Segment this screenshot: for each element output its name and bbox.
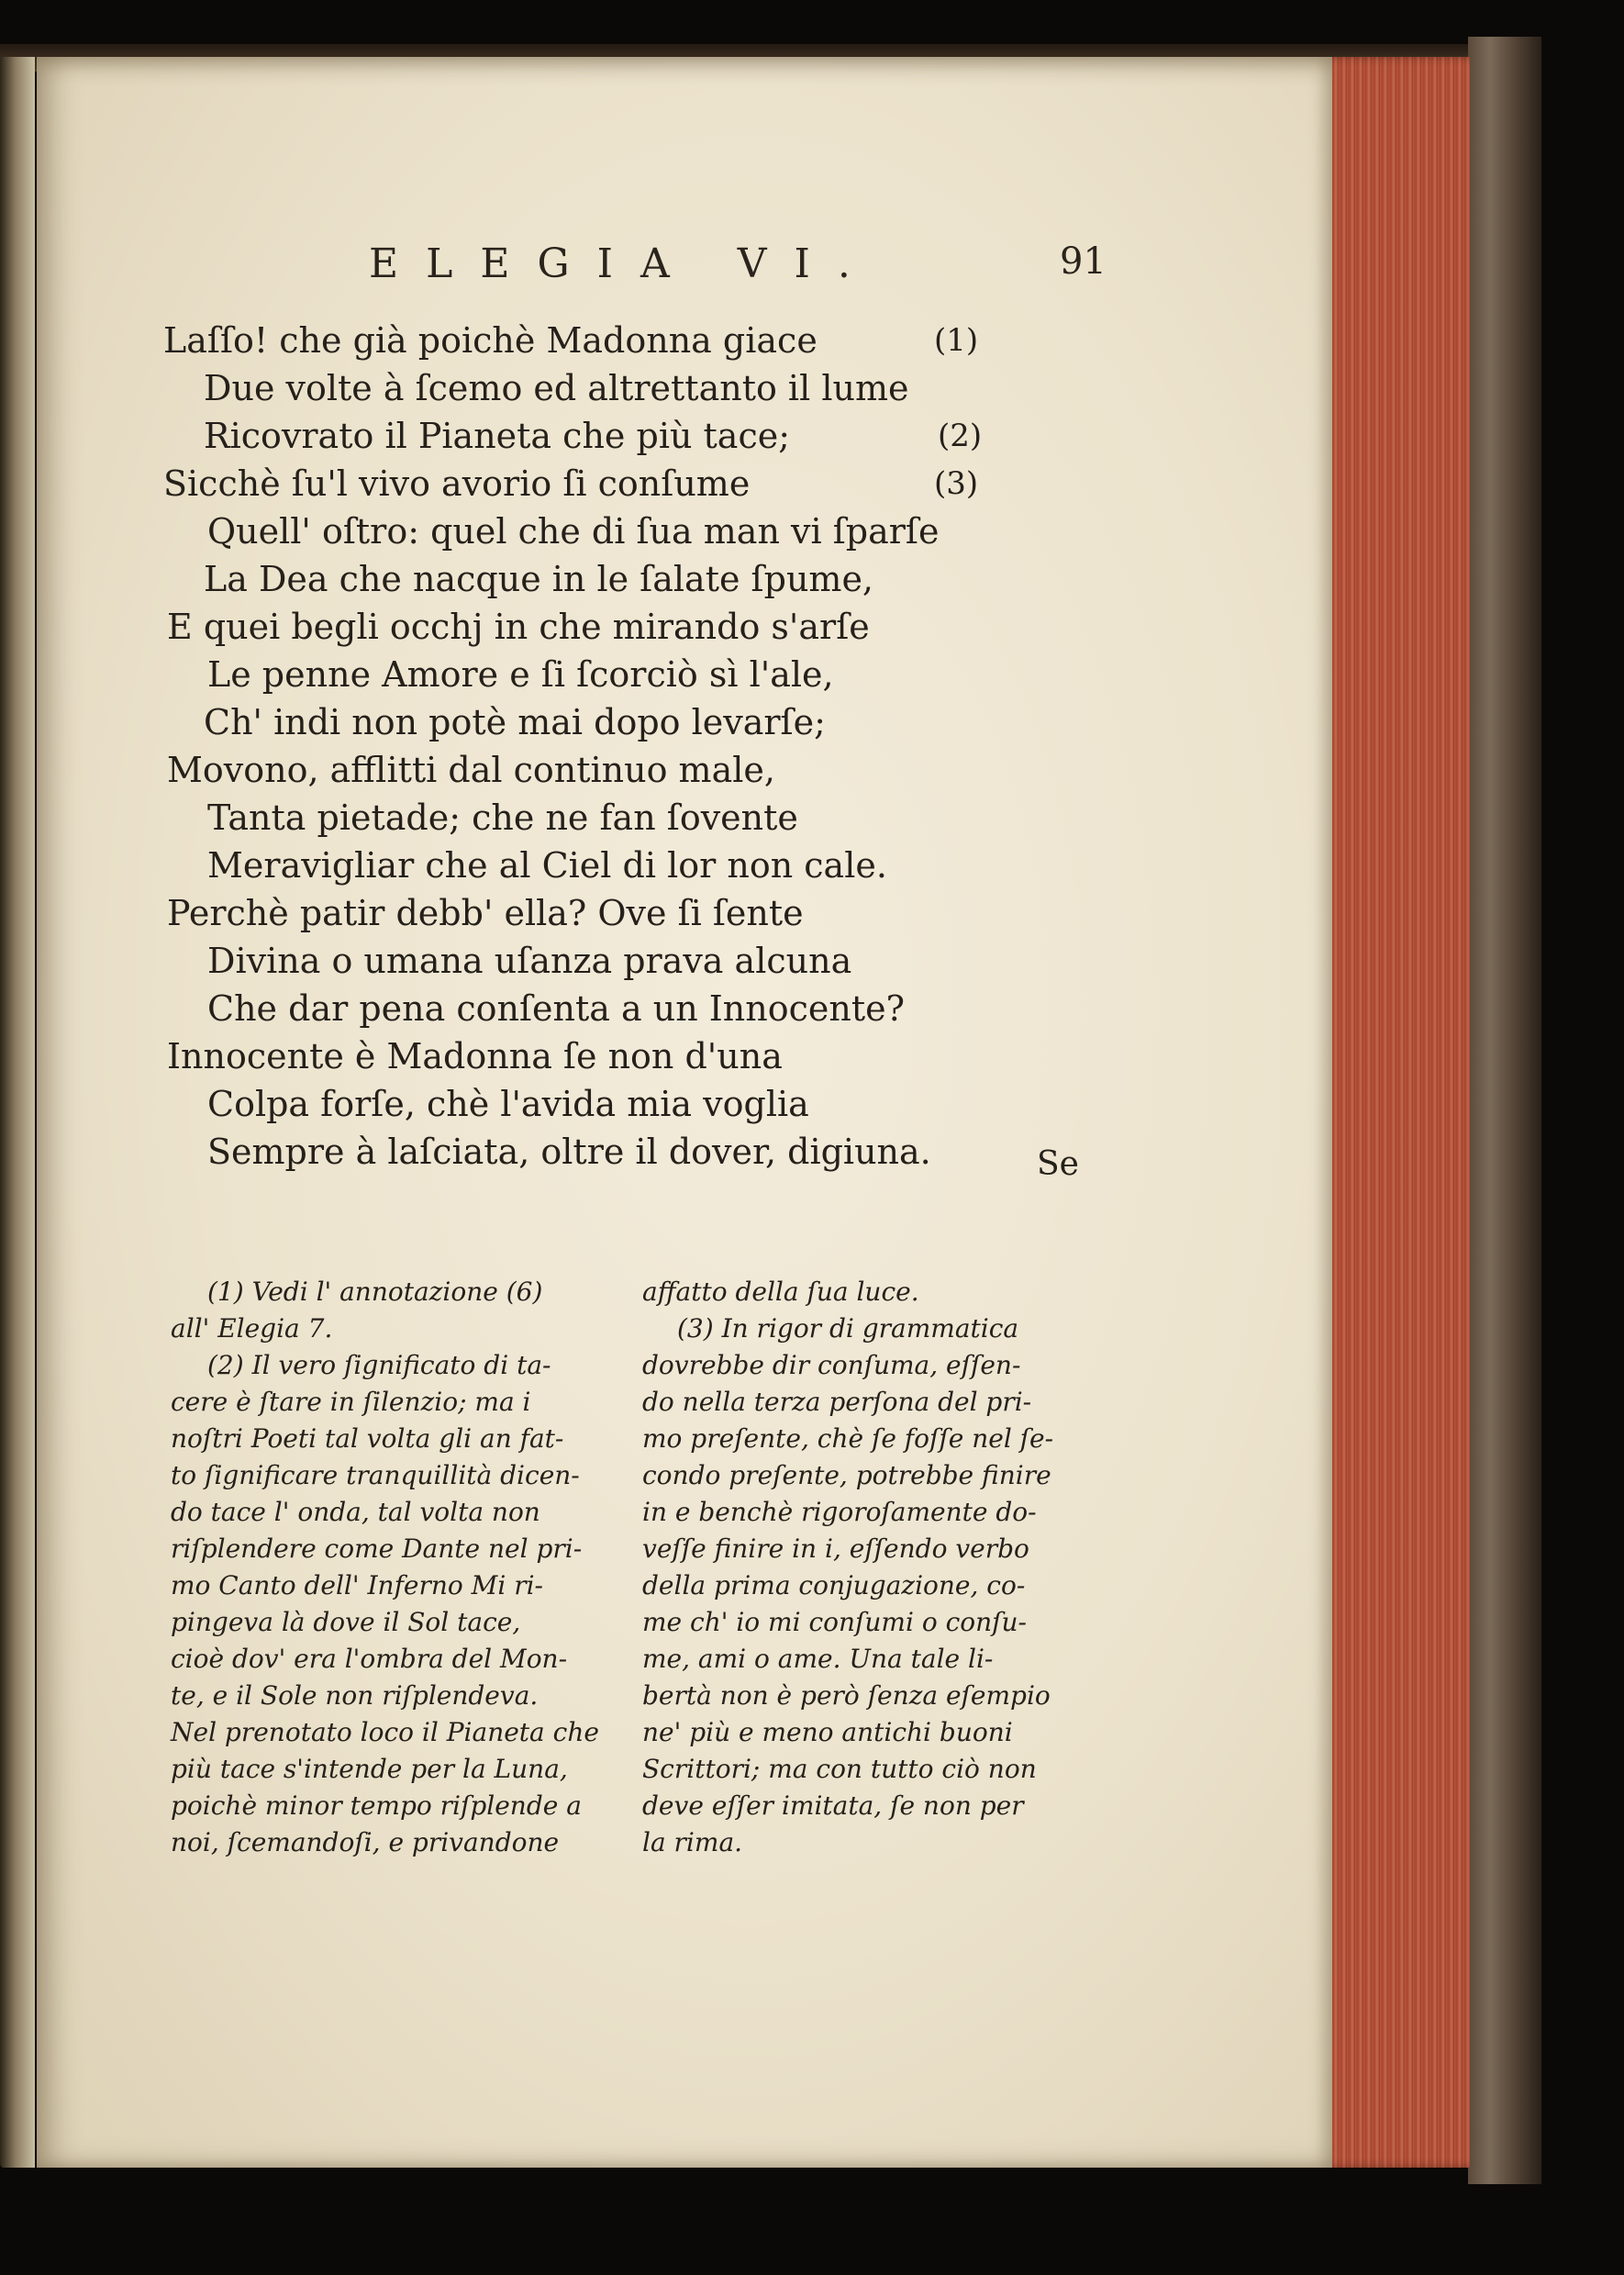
verse-line: Sicchè ſu'l vivo avorio ſi conſume bbox=[163, 463, 751, 504]
page-title: ELEGIA VI. bbox=[369, 240, 878, 287]
verse-line: Laſſo! che già poichè Madonna giace bbox=[163, 320, 818, 361]
note-marker: (1) bbox=[934, 322, 979, 359]
running-header bbox=[0, 240, 1624, 296]
footnote-line: riſplendere come Dante nel pri- bbox=[171, 1533, 583, 1564]
facing-page-edge bbox=[0, 57, 35, 2168]
page-edges bbox=[1314, 57, 1470, 2168]
footnote-line: cioè dov' era l'ombra del Mon- bbox=[171, 1644, 568, 1674]
footnote-line: bertà non è però ſenza eſempio bbox=[642, 1680, 1051, 1711]
footnote-line: (3) In rigor di grammatica bbox=[677, 1313, 1019, 1344]
verse-line: Le penne Amore e ſi ſcorciò sì l'ale, bbox=[207, 654, 834, 695]
footnote-line: affatto della ſua luce. bbox=[642, 1277, 919, 1307]
verse-line: La Dea che nacque in le ſalate ſpume, bbox=[204, 559, 874, 599]
footnote-line: (1) Vedi l' annotazione (6) bbox=[207, 1277, 543, 1307]
footnote-line: noſtri Poeti tal volta gli an fat- bbox=[171, 1423, 564, 1454]
verse-line: Ch' indi non potè mai dopo levarſe; bbox=[204, 702, 826, 742]
footnote-line: do nella terza perſona del pri- bbox=[642, 1387, 1032, 1417]
footnote-line: te, e il Sole non riſplendeva. bbox=[171, 1680, 539, 1711]
footnote-line: mo Canto dell' Inferno Mi ri- bbox=[171, 1570, 543, 1600]
verse-line: Ricovrato il Pianeta che più tace; bbox=[204, 416, 791, 456]
footnote-line: mo preſente, chè ſe foſſe nel ſe- bbox=[642, 1423, 1054, 1454]
footnote-line: Scrittori; ma con tutto ciò non bbox=[642, 1754, 1037, 1784]
catchword: Se bbox=[1037, 1145, 1079, 1183]
footnote-line: all' Elegia 7. bbox=[171, 1313, 333, 1344]
footnote-line: della prima conjugazione, co- bbox=[642, 1570, 1026, 1600]
verse-line: Due volte à ſcemo ed altrettanto il lume bbox=[204, 368, 909, 408]
verse-line: Perchè patir debb' ella? Ove ſi ſente bbox=[167, 893, 804, 933]
verse-line: Che dar pena conſenta a un Innocente? bbox=[207, 988, 905, 1029]
footnote-line: (2) Il vero ſignificato di ta- bbox=[207, 1350, 551, 1380]
note-marker: (3) bbox=[934, 465, 979, 502]
verse-line: Quell' oſtro: quel che di ſua man vi ſparſe bbox=[207, 511, 940, 552]
footnote-line: dovrebbe dir conſuma, eſſen- bbox=[642, 1350, 1021, 1380]
footnote-line: in e benchè rigoroſamente do- bbox=[642, 1497, 1037, 1527]
verse-line: Colpa forſe, chè l'avida mia voglia bbox=[207, 1084, 809, 1124]
verse-line: Tanta pietade; che ne fan ſovente bbox=[207, 797, 798, 838]
verse-line: Innocente è Madonna ſe non d'una bbox=[167, 1036, 783, 1076]
footnote-line: me ch' io mi conſumi o conſu- bbox=[642, 1607, 1028, 1637]
footnote-line: la rima. bbox=[642, 1827, 743, 1857]
footnote-line: pingeva là dove il Sol tace, bbox=[171, 1607, 521, 1637]
footnote-line: deve eſſer imitata, ſe non per bbox=[642, 1790, 1024, 1821]
footnote-line: veſſe finire in i, eſſendo verbo bbox=[642, 1533, 1029, 1564]
page-number: 91 bbox=[1060, 240, 1107, 283]
footnote-line: do tace l' onda, tal volta non bbox=[171, 1497, 540, 1527]
verse-line: Sempre à laſciata, oltre il dover, digiuna. bbox=[207, 1132, 931, 1172]
footnote-line: to ſignificare tranquillità dicen- bbox=[171, 1460, 580, 1490]
footnote-line: noi, ſcemandoſi, e privandone bbox=[171, 1827, 560, 1857]
verse-line: E quei begli occhj in che mirando s'arſe bbox=[167, 607, 870, 647]
verse-line: Movono, afflitti dal continuo male, bbox=[167, 750, 775, 790]
footnote-line: ne' più e meno antichi buoni bbox=[642, 1717, 1013, 1747]
book-spine bbox=[1468, 37, 1541, 2184]
footnote-line: me, ami o ame. Una tale li- bbox=[642, 1644, 994, 1674]
footnote-line: Nel prenotato loco il Pianeta che bbox=[171, 1717, 599, 1747]
verse-line: Meravigliar che al Ciel di lor non cale. bbox=[207, 845, 887, 886]
footnote-line: condo preſente, potrebbe finire bbox=[642, 1460, 1051, 1490]
footnote-line: cere è ſtare in ſilenzio; ma i bbox=[171, 1387, 531, 1417]
footnote-line: più tace s'intende per la Luna, bbox=[171, 1754, 568, 1784]
footnote-line: poichè minor tempo riſplende a bbox=[171, 1790, 582, 1821]
verse-line: Divina o umana uſanza prava alcuna bbox=[207, 941, 852, 981]
note-marker: (2) bbox=[938, 418, 983, 454]
